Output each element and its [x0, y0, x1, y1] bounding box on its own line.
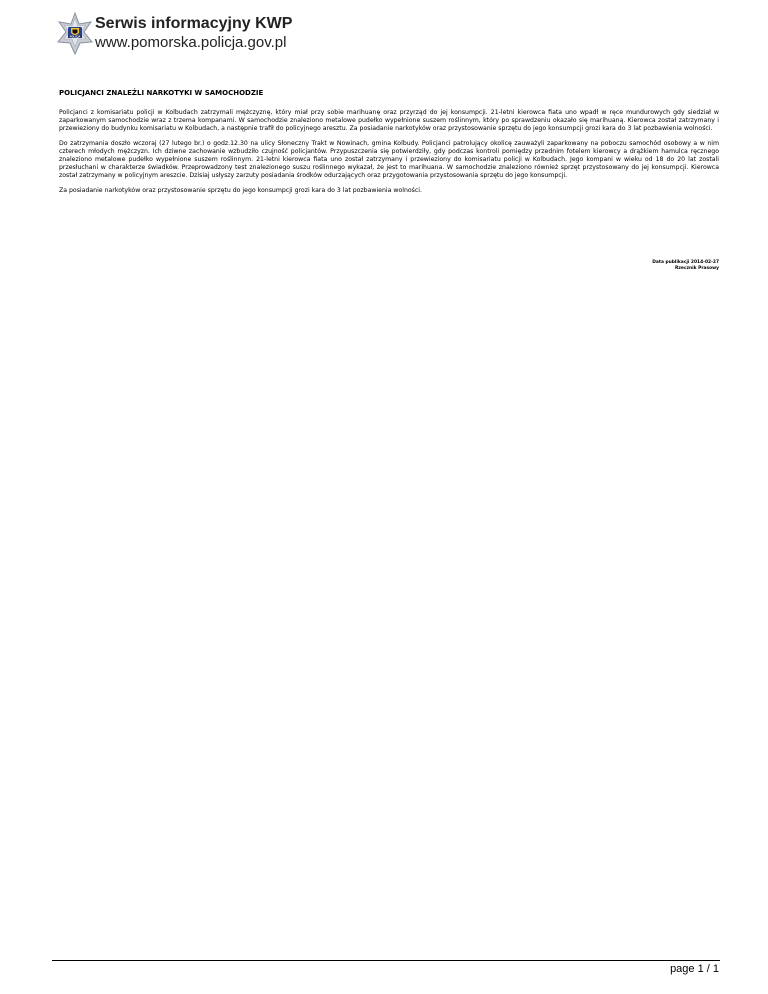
article-paragraph: Policjanci z komisariatu policji w Kolbudach zatrzymali mężczyznę, który miał przy sobie marihuanę oraz przyrząd do jej konsumpcji. 21-letni kierowca fiata uno wpadł w ręce mundurowych gdy siedział w zaparkowanym samochodzie wraz z trzema kompanami. W samochodzie znaleziono metalowe pudełko wypełnione suszem roślinnym, który po sprawdzeniu okazało się marihuaną. Kierowca został zatrzymany i przewieziony do budynku komisariatu w Kolbudach, a następnie trafił do policyjnego aresztu. Za posiadanie narkotyków oraz przystosowanie sprzętu do jego konsumpcji grozi kara do 3 lat pozbawienia wolności. — [59, 109, 719, 133]
footer-divider — [52, 960, 720, 961]
page-number: page 1 / 1 — [670, 963, 719, 975]
svg-text:POLICJA: POLICJA — [69, 35, 81, 39]
site-title: Serwis informacyjny KWP — [95, 15, 293, 32]
site-url: www.pomorska.policja.gov.pl — [95, 34, 287, 51]
article-paragraph: Do zatrzymania doszło wczoraj (27 lutego br.) o godz.12.30 na ulicy Słoneczny Trakt w Nowinach, gmina Kolbudy. Policjanci patrolujący okolicę zauważyli zaparkowany na poboczu samochód osobowy a w nim czterech młodych mężczyzn. Ich dziwne zachowanie wzbudziło czujność policjantów. Przypuszczenia się potwierdziły, gdy podczas kontroli pomiędzy przednim fotelem kierowcy a drążkiem hamulca ręcznego znaleziono metalowe pudełko wypełnione suszem roślinnym. 21-letni kierowca fiata uno został zatrzymany i przewieziony do komisariatu policji w Kolbudach. Jego kompani w wieku od 18 do 20 lat zostali przesłuchani w charakterze świadków. Przeprowadzony test znalezionego suszu roślinnego wykazał, że jest to marihuana. W samochodzie znaleziono również sprzęt przystosowany do jej konsumpcji. Kierowca został zatrzymany w policyjnym areszcie. Dzisiaj usłyszy zarzuty posiadania środków odurzających oraz przygotowania przystosowania sprzętu do jego konsumpcji. — [59, 139, 719, 180]
publication-date: Data publikacji 2014-02-27 — [652, 260, 719, 265]
article-title: POLICJANCI ZNALEŹLI NARKOTYKI W SAMOCHODZIE — [59, 89, 264, 97]
header — [57, 12, 357, 68]
article-paragraph: Za posiadanie narkotyków oraz przystosowanie sprzętu do jego konsumpcji grozi kara do 3 lat pozbawienia wolności. — [59, 186, 422, 194]
police-star-badge-icon — [57, 12, 93, 64]
publication-meta — [652, 260, 719, 272]
article-body — [59, 109, 719, 201]
article-author: Rzecznik Prasowy — [674, 266, 719, 271]
